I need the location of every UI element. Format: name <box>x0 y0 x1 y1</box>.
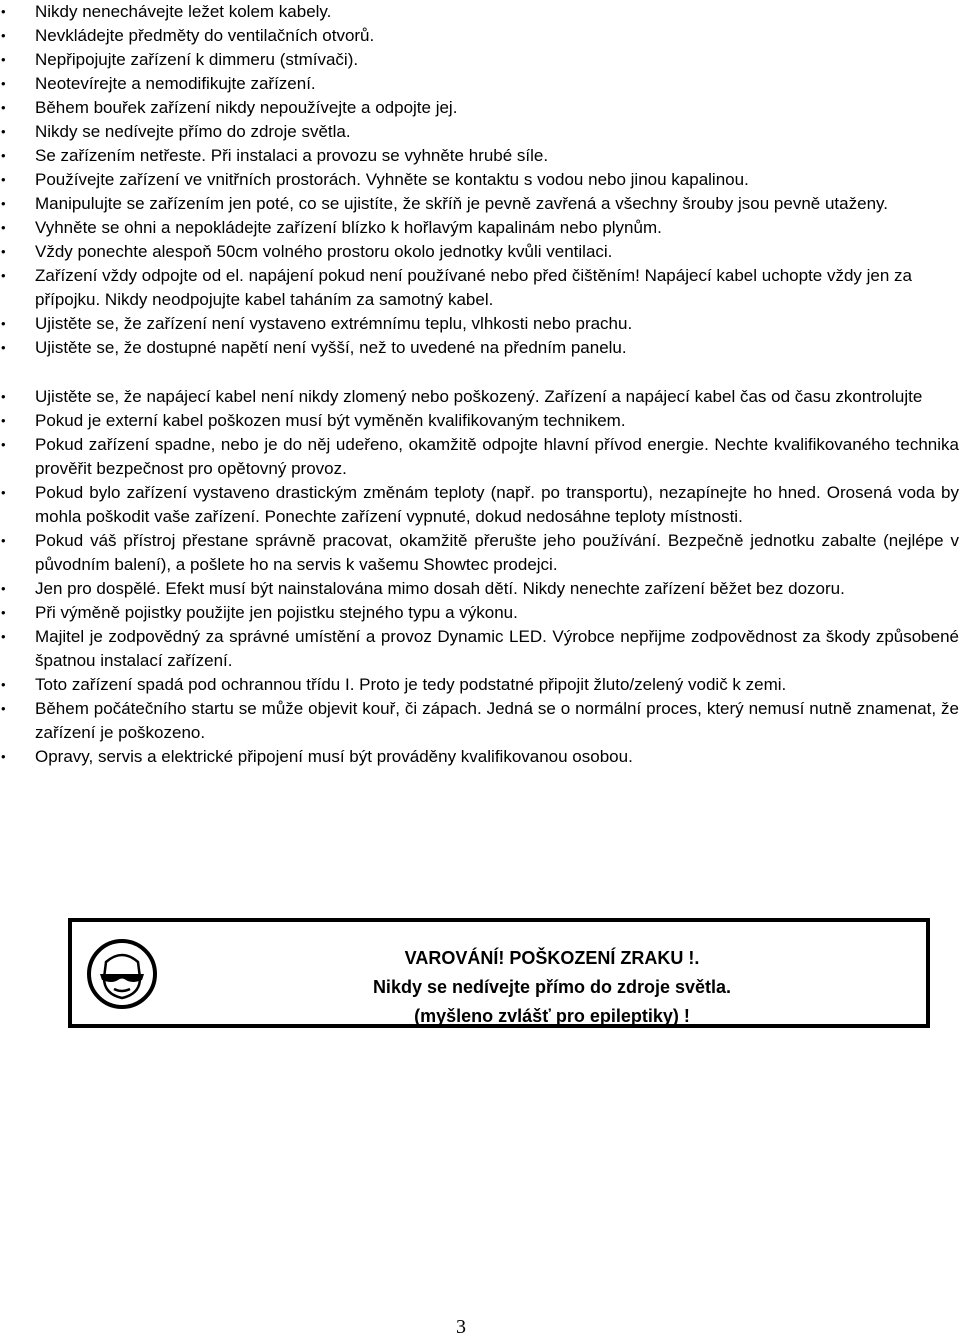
warning-line: (myšleno zvlášť pro epileptiky) ! <box>414 1006 690 1026</box>
list-item: • Se zařízením netřeste. Při instalaci a provozu se vyhněte hrubé síle. <box>0 144 959 168</box>
list-item: • Nikdy se nedívejte přímo do zdroje světla. <box>0 120 959 144</box>
list-item: • Ujistěte se, že zařízení není vystaveno extrémnímu teplu, vlhkosti nebo prachu. <box>0 312 959 336</box>
warning-line: Nikdy se nedívejte přímo do zdroje světla. <box>372 977 732 997</box>
list-item: • Během počátečního startu se může objevit kouř, či zápach. Jedná se o normální proces, který nemusí nutně znamenat, že zařízení je poškozeno. <box>0 697 959 745</box>
list-item: • Vždy ponechte alespoň 50cm volného prostoru okolo jednotky kvůli ventilaci. <box>0 240 959 264</box>
list-item: • Ujistěte se, že dostupné napětí není vyšší, než to uvedené na předním panelu. <box>0 336 959 360</box>
safety-list-part2 <box>0 385 960 769</box>
list-item: • Pokud zařízení spadne, nebo je do něj udeřeno, okamžitě odpojte hlavní přívod energie. Nechte kvalifikovaného technika prověřit bezpečnost pro opětovný provoz. <box>0 433 959 481</box>
list-item: • Zařízení vždy odpojte od el. napájení pokud není používané nebo před čištěním! Napájecí kabel uchopte vždy jen za přípojku. Nikdy neodpojujte kabel taháním za samotný kabel. <box>0 264 959 312</box>
list-item: • Pokud bylo zařízení vystaveno drastickým změnám teploty (např. po transportu), nezapínejte ho hned. Orosená voda by mohla poškodit vaše zařízení. Ponechte zařízení vypnuté, dokud nedosáhne teploty místnosti. <box>0 481 959 529</box>
list-item: • Nepřipojujte zařízení k dimmeru (stmívači). <box>0 48 959 72</box>
list-item: • Během bouřek zařízení nikdy nepoužívejte a odpojte jej. <box>0 96 959 120</box>
list-item: • Při výměně pojistky použijte jen pojistku stejného typu a výkonu. <box>0 601 959 625</box>
list-item: • Opravy, servis a elektrické připojení musí být prováděny kvalifikovanou osobou. <box>0 745 959 769</box>
eye-damage-warning-box <box>68 918 930 1028</box>
list-item: • Ujistěte se, že napájecí kabel není nikdy zlomený nebo poškozený. Zařízení a napájecí kabel čas od času zkontrolujte <box>0 385 959 409</box>
list-item: • Pokud váš přístroj přestane správně pracovat, okamžitě přerušte jeho používání. Bezpečně jednotku zabalte (nejlépe v původním balení), a pošlete ho na servis k vašemu Showtec prodejci. <box>0 529 959 577</box>
list-item: • Nikdy nenechávejte ležet kolem kabely. <box>0 0 959 24</box>
list-item: • Jen pro dospělé. Efekt musí být nainstalována mimo dosah dětí. Nikdy nenechte zařízení běžet bez dozoru. <box>0 577 959 601</box>
safety-list-part1 <box>0 0 960 360</box>
list-item: • Vyhněte se ohni a nepokládejte zařízení blízko k hořlavým kapalinám nebo plynům. <box>0 216 959 240</box>
list-item: • Majitel je zodpovědný za správné umístění a provoz Dynamic LED. Výrobce nepřijme zodpovědnost za škody způsobené špatnou instalací zařízení. <box>0 625 959 673</box>
list-item: • Manipulujte se zařízením jen poté, co se ujistíte, že skříň je pevně zavřená a všechny šrouby jsou pevně utaženy. <box>0 192 959 216</box>
goggles-warning-icon <box>86 938 158 1010</box>
warning-title: VAROVÁNÍ! POŠKOZENÍ ZRAKU !. <box>404 948 700 968</box>
list-item: • Neotevírejte a nemodifikujte zařízení. <box>0 72 959 96</box>
page-number: 3 <box>456 1316 466 1338</box>
list-item: • Pokud je externí kabel poškozen musí být vyměněn kvalifikovaným technikem. <box>0 409 959 433</box>
list-item: • Používejte zařízení ve vnitřních prostorách. Vyhněte se kontaktu s vodou nebo jinou kapalinou. <box>0 168 959 192</box>
list-item: • Toto zařízení spadá pod ochrannou třídu I. Proto je tedy podstatné připojit žluto/zelený vodič k zemi. <box>0 673 959 697</box>
warning-text <box>222 944 882 1031</box>
list-item: • Nevkládejte předměty do ventilačních otvorů. <box>0 24 959 48</box>
